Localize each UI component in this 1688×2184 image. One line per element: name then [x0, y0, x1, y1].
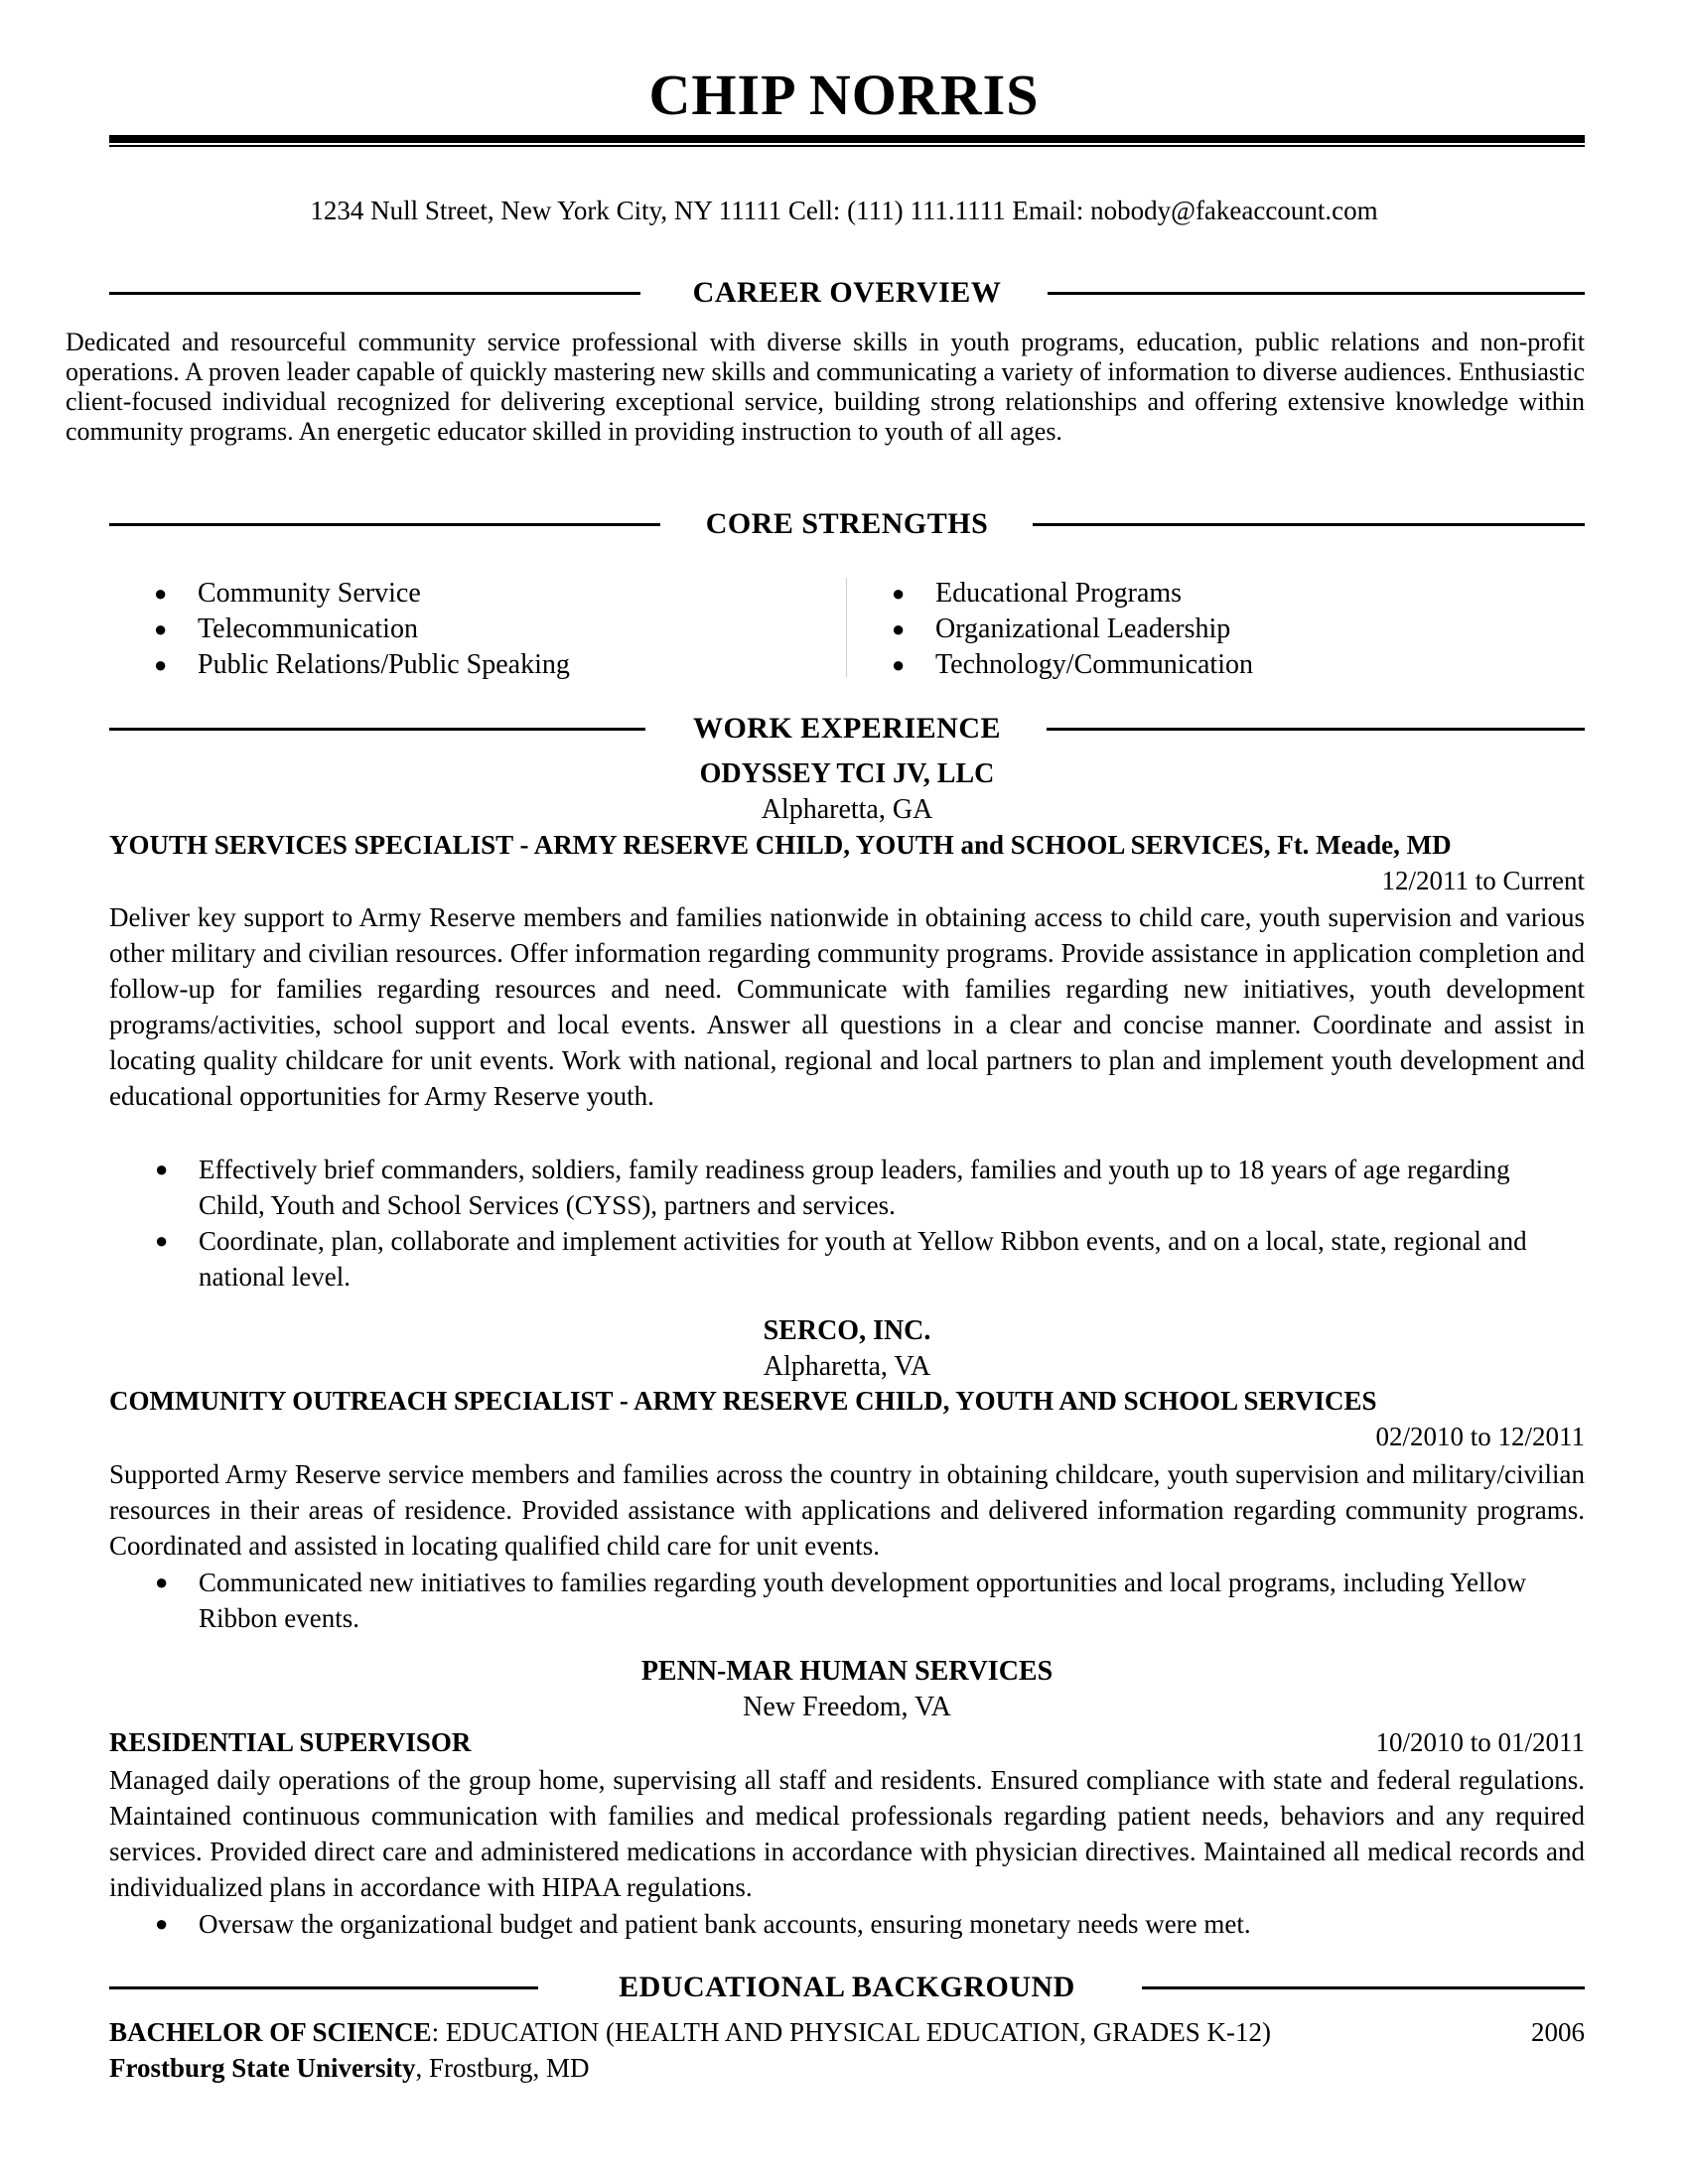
job-location: New Freedom, VA [743, 1692, 951, 1722]
bullet-icon: ● [155, 1157, 169, 1181]
job-description: Managed daily operations of the group home, supervising all staff and residents. Ensured compliance with state and federal regulations. Maintained continuous communication with families and medical professionals regarding patient needs, behaviors and any required services. Provided direct care and administered medications in accordance with physician directives. Maintained all medical records and individualized plans in accordance with HIPAA regulations. [109, 1765, 1585, 1902]
degree-name: BACHELOR OF SCIENCE [109, 2017, 432, 2047]
job-dates: 10/2010 to 01/2011 [1375, 1727, 1585, 1757]
bullet-icon: ● [155, 1228, 169, 1253]
bullet-text: Effectively brief commanders, soldiers, family readiness group leaders, families and youth up to 18 years of age regarding Child, Youth and School Services (CYSS), partners and services. [199, 1155, 1510, 1220]
header-rule-thick [109, 135, 1585, 143]
bullet-icon: ● [892, 581, 906, 606]
list-item [154, 576, 829, 612]
resume-name: CHIP NORRIS [648, 63, 1040, 127]
job-bullet [155, 1152, 1529, 1223]
strength-label: Organizational Leadership [935, 614, 1231, 644]
job-company: ODYSSEY TCI JV, LLC [699, 758, 995, 789]
job-company: SERCO, INC. [763, 1315, 931, 1346]
core-strengths-heading [109, 504, 1585, 544]
strength-label: Public Relations/Public Speaking [198, 649, 570, 680]
career-overview-heading [109, 273, 1585, 313]
list-item [892, 576, 1567, 612]
list-item [154, 647, 829, 683]
section-title: WORK EXPERIENCE [692, 712, 1002, 745]
job-description: Deliver key support to Army Reserve members and families nationwide in obtaining access to child care, youth supervision and various other military and civilian resources. Offer information regarding community programs. Provide assistance in application completion and follow-up for families regarding resources and need. Communicate with families regarding new initiatives, youth development programs/activities, school support and local events. Answer all questions in a clear and concise manner. Coordinate and assist in locating quality childcare for unit events. Work with national, regional and local partners to plan and implement youth development and educational opportunities for Army Reserve youth. [109, 902, 1585, 1111]
job-title: RESIDENTIAL SUPERVISOR [109, 1727, 472, 1757]
bullet-icon: ● [892, 616, 906, 641]
education-degree-line [109, 2017, 1271, 2048]
strength-label: Technology/Communication [935, 649, 1253, 680]
strengths-right-list [892, 576, 1567, 683]
bullet-icon: ● [892, 652, 906, 677]
work-experience-heading [109, 709, 1585, 749]
job-company: PENN-MAR HUMAN SERVICES [640, 1656, 1054, 1687]
job-bullet [155, 1223, 1529, 1295]
school-location: , Frostburg, MD [415, 2053, 590, 2083]
bullet-icon: ● [154, 652, 168, 677]
strengths-left-list [154, 576, 829, 683]
bullet-icon: ● [154, 616, 168, 641]
bullet-icon: ● [154, 581, 168, 606]
job-location: Alpharetta, VA [763, 1351, 931, 1382]
bullet-text: Coordinate, plan, collaborate and implement activities for youth at Yellow Ribbon events, and on a local, state, regional and national level. [199, 1226, 1527, 1292]
column-divider [846, 578, 847, 677]
education-year: 2006 [1531, 2017, 1585, 2047]
bullet-icon: ● [155, 1911, 169, 1936]
education-heading [109, 1968, 1585, 2007]
degree-field: : EDUCATION (HEALTH AND PHYSICAL EDUCATION, GRADES K-12) [431, 2017, 1272, 2047]
education-school-line [109, 2053, 590, 2084]
job-bullet [155, 1565, 1529, 1636]
list-item [892, 612, 1567, 647]
list-item [154, 612, 829, 647]
header-rule-thin [109, 145, 1585, 147]
list-item [892, 647, 1567, 683]
section-title: CORE STRENGTHS [705, 507, 989, 540]
strength-label: Community Service [198, 578, 421, 609]
strength-label: Telecommunication [198, 614, 418, 644]
bullet-icon: ● [155, 1570, 169, 1594]
bullet-text: Oversaw the organizational budget and patient bank accounts, ensuring monetary needs were met. [199, 1909, 1251, 1939]
job-location: Alpharetta, GA [761, 794, 933, 825]
section-title: EDUCATIONAL BACKGROUND [619, 1971, 1075, 2003]
bullet-text: Communicated new initiatives to families regarding youth development opportunities and local programs, including Yellow Ribbon events. [199, 1568, 1527, 1633]
job-title: YOUTH SERVICES SPECIALIST - ARMY RESERVE CHILD, YOUTH and SCHOOL SERVICES, Ft. Meade, MD [109, 830, 1452, 860]
job-dates: 12/2011 to Current [1381, 866, 1585, 895]
section-title: CAREER OVERVIEW [692, 276, 1002, 309]
career-overview-text: Dedicated and resourceful community service professional with diverse skills in youth programs, education, public relations and non-profit operations. A proven leader capable of quickly mastering new skills and communicating a variety of information to diverse audiences. Enthusiastic client-focused individual recognized for delivering exceptional service, building strong relationships and offering extensive knowledge within community programs. An energetic educator skilled in providing instruction to youth of all ages. [66, 328, 1585, 446]
job-bullet [155, 1906, 1529, 1942]
school-name: Frostburg State University [109, 2053, 416, 2083]
strength-label: Educational Programs [935, 578, 1183, 609]
contact-info: 1234 Null Street, New York City, NY 11111 Cell: (111) 111.1111 Email: nobody@fakeaccount.com [310, 196, 1378, 225]
job-dates: 02/2010 to 12/2011 [1375, 1422, 1585, 1451]
job-description: Supported Army Reserve service members and families across the country in obtaining childcare, youth supervision and military/civilian resources in their areas of residence. Provided assistance with applications and delivered information regarding community programs. Coordinated and assisted in locating qualified child care for unit events. [109, 1459, 1585, 1561]
job-title: COMMUNITY OUTREACH SPECIALIST - ARMY RESERVE CHILD, YOUTH AND SCHOOL SERVICES [109, 1386, 1377, 1416]
